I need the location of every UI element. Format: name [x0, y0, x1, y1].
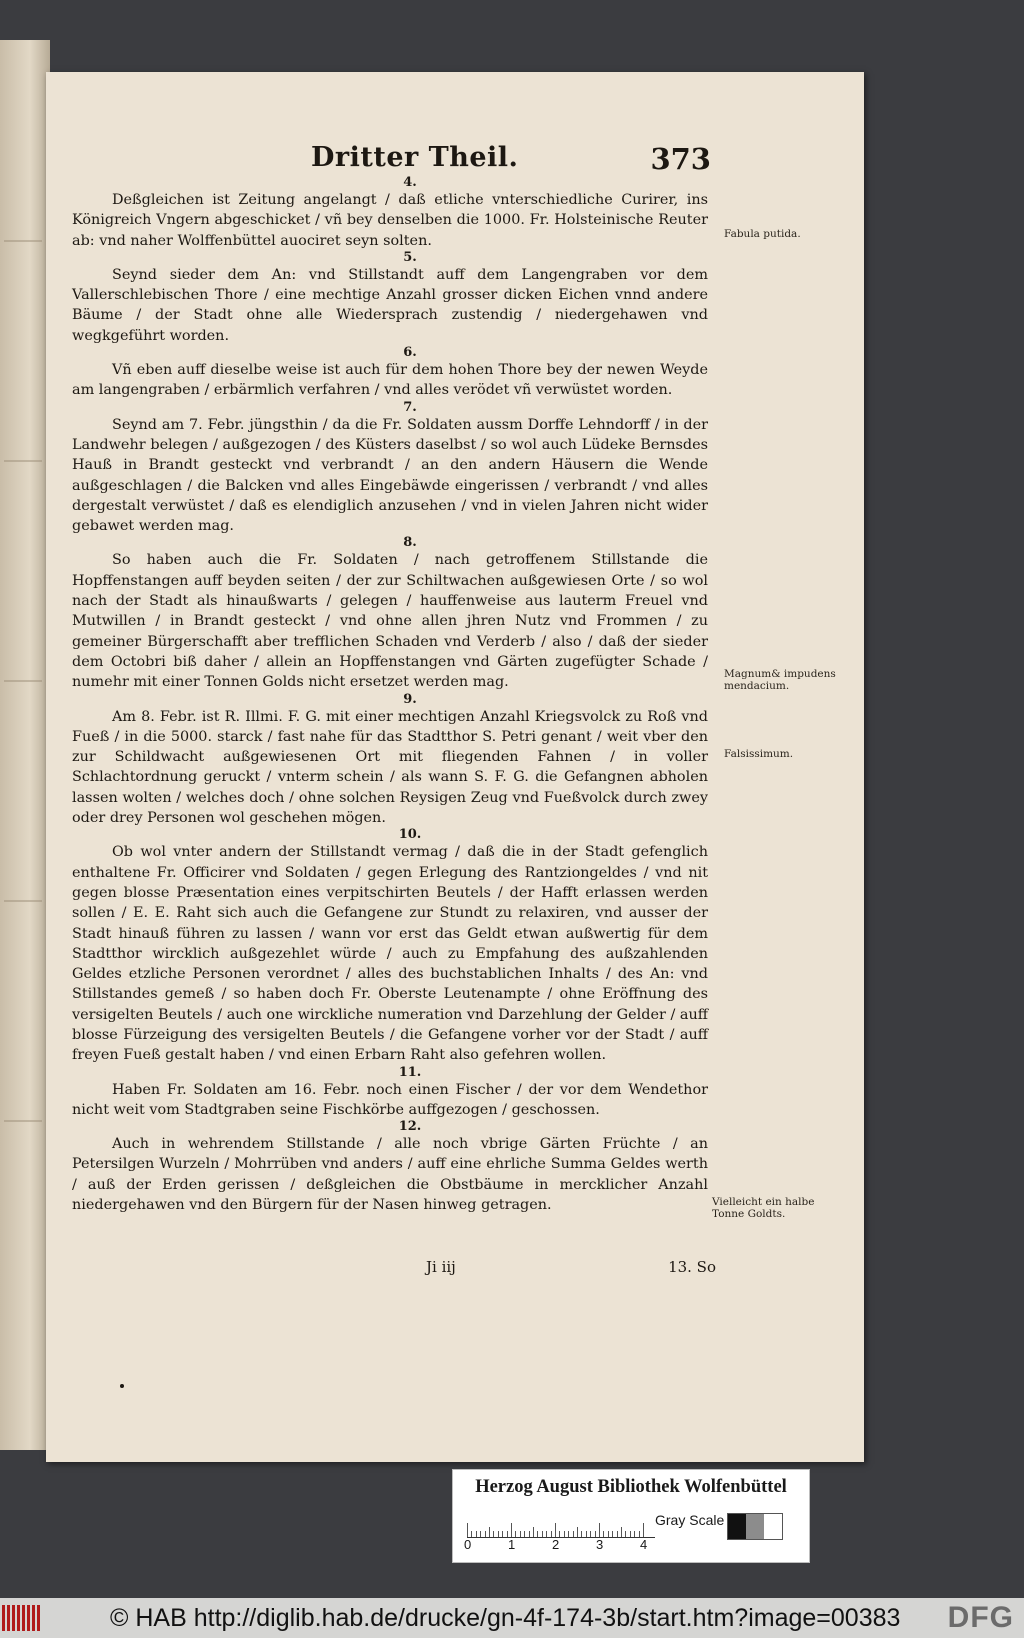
ruler-tick [621, 1527, 622, 1537]
swatch-white [764, 1514, 782, 1539]
running-title: Dritter Theil. [311, 142, 519, 173]
facing-page-edge [0, 40, 50, 1450]
section-8 [72, 536, 708, 692]
section-text: Haben Fr. Soldaten am 16. Febr. noch einen Fischer / der vor dem Wendethor nicht weit vom Stadtgraben seine Fischkörbe auffgezogen / geschossen. [72, 1081, 708, 1118]
page-header [271, 140, 711, 180]
section-4 [72, 176, 708, 251]
ruler-label: 0 [464, 1537, 472, 1552]
section-number: 10. [398, 827, 422, 843]
section-text: Deßgleichen ist Zeitung angelangt / daß etliche vnterschiedliche Curirer, ins Königreich Vngern abgeschicket / vñ bey denselben die 1000. Fr. Holsteinische Reuter ab: vnd naher Wolffenbüttel auociret seyn solten. [72, 192, 708, 249]
marginal-note: Vielleicht ein halbe Tonne Goldts. [712, 1196, 815, 1220]
colorbar-title: Herzog August Bibliothek Wolfenbüttel [475, 1477, 787, 1497]
section-number: 6. [403, 345, 417, 361]
section-text: Ob wol vnter andern der Stillstandt vermag / daß die in der Stadt gefenglich enthaltene Fr. Officirer vnd Soldaten / gegen Erlegung des Rantziongeldes / vnd nit gegen blosse Præsentation eines verpitschirten Beutels / der Hafft erlassen werden sollen / E. E. Raht sich auch die Gefangene zur Stundt zu relaxiren, vnd ausser der Stadt hinauß führen zu lassen / wann vor erst das Geldt etwan außwertig für dem Stadtthor wircklich außgezehlet würde / auch zu Empfahung des außzahlenden Geldes etzliche Personen verordnet / alles des buchstablichen Inhalts / des An: vnd Stillstandes gemeß / so haben doch Fr. Oberste Leutenampte / ohne Eröffnung des versigelten Beutels / auch one wirckliche numeration vnd Darzehlung der Gelder / auff blosse Fürzeigung des versigelten Beutels / die Gefangene vorher vor der Stadt / auff freyen Fueß gestalt haben / vnd einen Erbarn Raht also gefehren wollen. [72, 844, 708, 1064]
ruler-scale [467, 1511, 655, 1538]
section-number: 11. [398, 1064, 422, 1080]
grayscale-label: Gray Scale [655, 1512, 725, 1528]
dfg-logo: DFG [947, 1601, 1014, 1634]
section-text: Seynd sieder dem An: vnd Stillstandt auff dem Langengraben vor dem Vallerschlebischen Thore / eine mechtige Anzahl grosser dicken Eichen vnnd andere Bäume / der Stadt ohne alle Wiedersprach zustendig / niedergehawen vnd wegkgeführt worden. [72, 266, 708, 344]
marginal-note: Fabula putida. [724, 228, 801, 240]
section-number: 12. [398, 1119, 422, 1135]
section-9 [72, 693, 708, 829]
ruler-tick [511, 1523, 512, 1537]
hab-barcode-logo [2, 1605, 42, 1631]
body-text [72, 176, 708, 1215]
ruler-tick [489, 1527, 490, 1537]
section-number: 9. [403, 691, 417, 707]
ruler-tick [643, 1523, 644, 1537]
book-page [46, 72, 864, 1462]
section-5 [72, 251, 708, 346]
ruler-label: 3 [596, 1537, 604, 1552]
marginal-note: Falsissimum. [724, 748, 794, 760]
section-number: 5. [403, 249, 417, 265]
footer-url[interactable]: © HAB http://diglib.hab.de/drucke/gn-4f-174-3b/start.htm?image=00383 [110, 1604, 901, 1632]
section-text: So haben auch die Fr. Soldaten / nach getroffenem Stillstande die Hopffenstangen auff beyden seiten / der zur Schiltwachen außgewiesen Orte / so wol nach der Stadt als hinaußwarts / gelegen / hauffenweise aus lauterm Freuel vnd Mutwillen / in Brandt gesteckt / vnd ohne allen jhren Nutz vnd Frommen / zu gemeiner Bürgerschafft aber trefflichen Schaden vnd Verderb / also / daß der sieder dem Octobri biß daher / allein an Hopffenstangen vnd Gärten zugefügter Schade / numehr mit einer Tonnen Golds nicht ersetzet werden mag. [72, 552, 708, 691]
color-calibration-bar [452, 1469, 810, 1563]
section-10 [72, 828, 708, 1065]
section-text: Auch in wehrendem Stillstande / alle noch vbrige Gärten Früchte / an Petersilgen Wurzeln / Mohrrüben vnd anders / auff eine ehrliche Summa Geldes werth / auß der Erden gerissen / deßgleichen die Obstbäume in mercklicher Anzahl niedergehawen vnd den Bürgern für der Nasen hinweg getragen. [72, 1136, 708, 1214]
section-number: 7. [403, 399, 417, 415]
ruler-labels [464, 1537, 667, 1557]
catchword: 13. So [668, 1258, 716, 1276]
swatch-gray [746, 1514, 764, 1539]
ruler-tick [467, 1523, 468, 1537]
page-number: 373 [650, 142, 711, 176]
marginal-note: Magnum& impudens mendacium. [724, 668, 836, 692]
section-number: 4. [403, 175, 417, 190]
ruler-tick [599, 1523, 600, 1537]
section-12 [72, 1120, 708, 1215]
footer-bar [0, 1598, 1024, 1638]
ruler-label: 1 [508, 1537, 516, 1552]
ruler-tick [577, 1527, 578, 1537]
ruler-tick [555, 1523, 556, 1537]
section-7 [72, 401, 708, 537]
section-number: 8. [403, 535, 417, 551]
gray-swatches [727, 1513, 783, 1540]
section-11 [72, 1066, 708, 1121]
swatch-black [728, 1514, 746, 1539]
section-text: Vñ eben auff dieselbe weise ist auch für dem hohen Thore bey der newen Weyde am langengraben / erbärmlich verfahren / vnd alles verödet vñ verwüstet worden. [72, 362, 708, 399]
section-6 [72, 346, 708, 401]
printer-signature: Ji iij [426, 1258, 456, 1276]
section-text: Seynd am 7. Febr. jüngsthin / da die Fr. Soldaten aussm Dorffe Lehndorff / in der Landwehr belegen / außgezogen / des Küsters daselbst / so wol auch Lüdeke Bernsdes Hauß in Brandt gesteckt vnd verbrandt / an den andern Häusern die Wende außgeschlagen / die Balcken vnd alles Eingebäwde eingerissen / verbrandt / vnd alles dergestalt verwüstet / daß es elendiglich anzusehen / vnd in vielen Jahren nicht wider gebawet werden mag. [72, 416, 708, 535]
section-text: Am 8. Febr. ist R. Illmi. F. G. mit einer mechtigen Anzahl Kriegsvolck zu Roß vnd Fueß / in die 5000. starck / fast nahe für das Stadtthor S. Petri genant / weit vber den zur Schildwacht außgewiesenen Ort mit fliegenden Fahnen / in voller Schlachtordnung geruckt / vnterm schein / als wann S. F. G. die Gefangnen abholen lassen wolten / welches doch / ohne solchen Reysigen Zeug vnd Fueßvolck durch zwey oder drey Personen wol geschehen mögen. [72, 708, 708, 827]
ink-speck [120, 1384, 124, 1388]
ruler-label: 4 [640, 1537, 648, 1552]
ruler-label: 2 [552, 1537, 560, 1552]
ruler-tick [533, 1527, 534, 1537]
